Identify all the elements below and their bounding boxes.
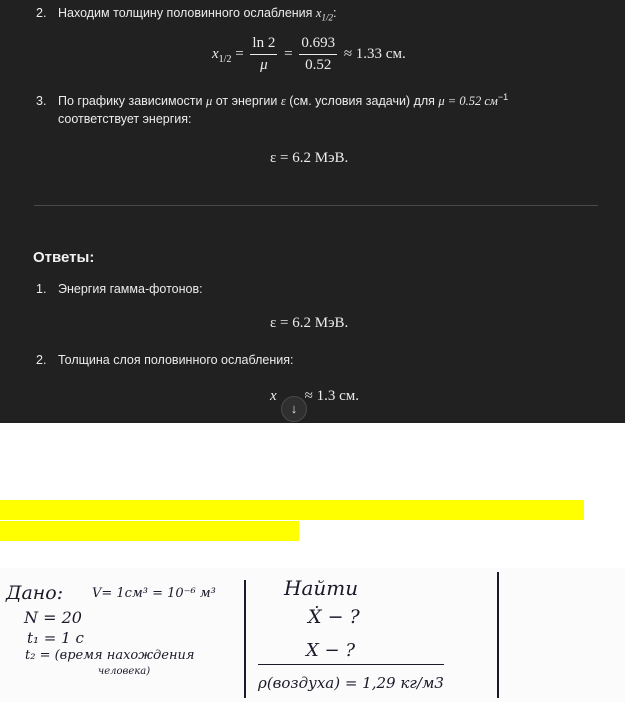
answer-var: x xyxy=(270,388,277,404)
horizontal-divider-line xyxy=(258,664,444,665)
air-density: ρ(воздуха) = 1,29 кг/м3 xyxy=(258,674,444,692)
given-title: Дано: xyxy=(6,582,64,604)
step-var: x xyxy=(315,6,322,20)
step-line-2: соответствует энергия: xyxy=(58,112,192,126)
answer-result: ≈ 1.3 см. xyxy=(304,388,360,404)
solution-step-3 xyxy=(36,92,509,126)
formula-lhs-sub: 1/2 xyxy=(218,53,232,65)
answer-energy-formula: ε = 6.2 МэВ. xyxy=(270,315,349,331)
half-thickness-formula xyxy=(212,35,406,74)
answers-heading: Ответы: xyxy=(33,249,95,266)
answer-text: Толщина слоя половинного ослабления: xyxy=(58,353,294,367)
fraction-numerator: ln 2 xyxy=(250,35,277,55)
fraction-denominator: 0.52 xyxy=(305,57,332,73)
handwritten-note-image xyxy=(0,568,625,702)
given-n: N = 20 xyxy=(24,608,82,627)
scroll-down-button[interactable] xyxy=(281,396,307,422)
given-t2-cont: человека) xyxy=(98,666,151,677)
divider xyxy=(34,205,598,206)
find-x-dot: Ẋ − ? xyxy=(308,606,360,628)
step-value-sup: −1 xyxy=(497,92,509,102)
answer-number: 1. xyxy=(36,282,47,296)
step-number: 2. xyxy=(36,6,47,20)
fraction-numerator: 0.693 xyxy=(299,35,337,55)
formula-result: ≈ 1.33 см. xyxy=(343,45,406,62)
step-var-sub: 1/2 xyxy=(321,12,333,23)
step-mu: μ xyxy=(206,94,213,109)
step-colon: : xyxy=(332,6,337,20)
step-text-a: По графику зависимости xyxy=(58,94,206,109)
highlight-bar xyxy=(0,521,299,541)
answer-item-2 xyxy=(36,353,293,367)
step-eps: ε xyxy=(280,94,286,109)
find-title: Найти xyxy=(284,576,359,600)
vertical-border-line xyxy=(497,572,499,698)
vertical-divider-line xyxy=(244,580,246,698)
given-t2: t₂ = (время нахождения xyxy=(25,648,195,663)
fraction-numeric xyxy=(299,35,337,74)
fraction-ln2-mu xyxy=(250,35,277,74)
energy-formula: ε = 6.2 МэВ. xyxy=(270,150,349,166)
step-number: 3. xyxy=(36,94,47,109)
answer-number: 2. xyxy=(36,353,47,367)
formula-eq1: = xyxy=(235,45,244,62)
answer-text: Энергия гамма-фотонов: xyxy=(58,282,203,296)
answer-item-1 xyxy=(36,282,203,296)
find-x: X − ? xyxy=(306,640,355,661)
step-text-c: (см. условия задачи) для xyxy=(285,94,439,109)
highlight-bar xyxy=(0,500,584,520)
step-value: μ = 0.52 см xyxy=(438,94,498,109)
given-t1: t₁ = 1 с xyxy=(27,629,84,647)
step-text: Находим толщину половинного ослабления xyxy=(58,6,316,20)
solution-step-2 xyxy=(36,6,336,23)
formula-eq2: = xyxy=(284,45,293,62)
formula-lhs: x xyxy=(212,45,219,62)
step-text-b: от энергии xyxy=(212,94,281,109)
fraction-denominator: μ xyxy=(260,57,268,73)
arrow-down-icon: ↓ xyxy=(290,401,298,416)
given-volume: V= 1см³ = 10⁻⁶ м³ xyxy=(92,586,216,601)
